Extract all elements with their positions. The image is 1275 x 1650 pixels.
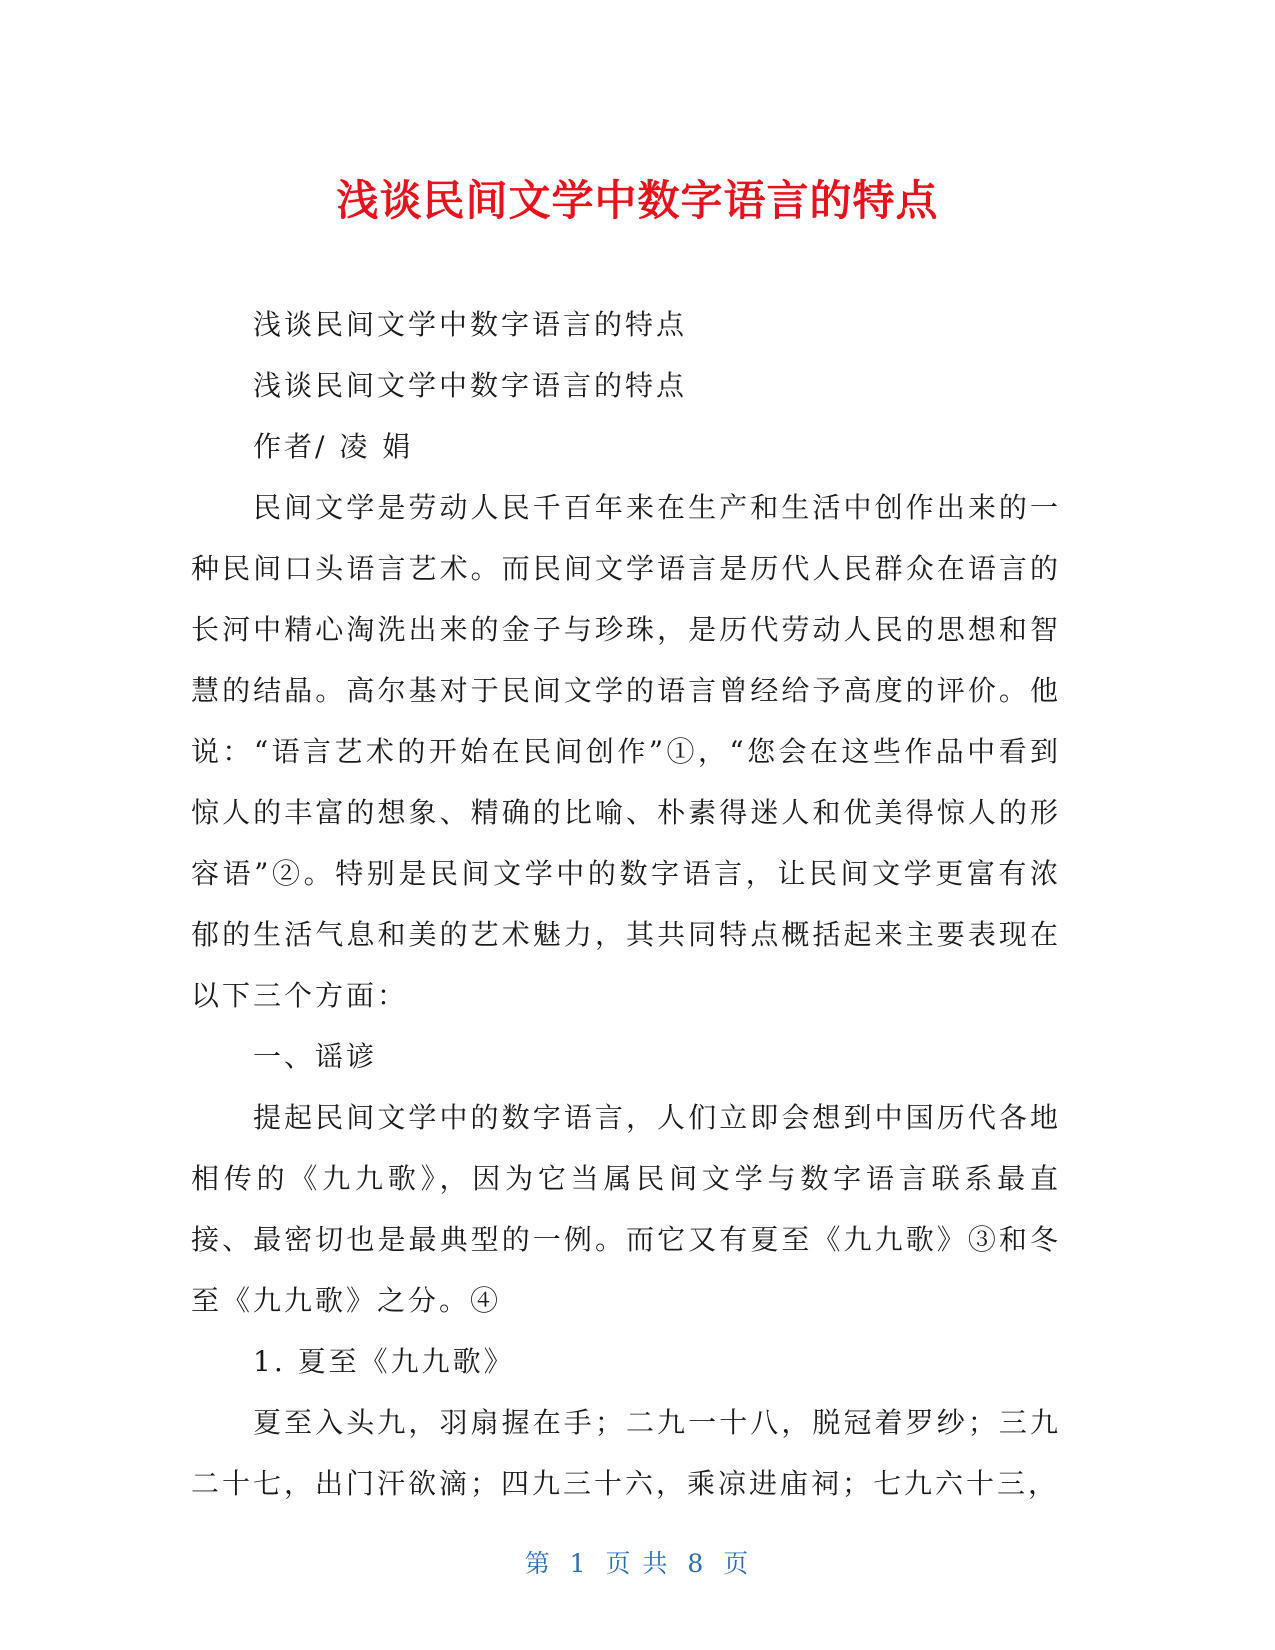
paragraph: 民间文学是劳动人民千百年来在生产和生活中创作出来的一种民间口头语言艺术。而民间文学语言是历代人民群众在语言的长河中精心淘洗出来的金子与珍珠，是历代劳动人民的思想和智慧的结晶。高尔基对于民间文学的语言曾经给予高度的评价。他说：“语言艺术的开始在民间创作”①，“您会在这些作品中看到惊人的丰富的想象、精确的比喻、朴素得迷人和优美得惊人的形容语”②。特别是民间文学中的数字语言，让民间文学更富有浓郁的生活气息和美的艺术魅力，其共同特点概括起来主要表现在以下三个方面： [191, 491, 1061, 1012]
paragraph: 提起民间文学中的数字语言，人们立即会想到中国历代各地相传的《九九歌》，因为它当属民间文学与数字语言联系最直接、最密切也是最典型的一例。而它又有夏至《九九歌》③和冬至《九九歌》之分。④ [191, 1101, 1061, 1317]
page-footer [0, 1544, 1275, 1580]
footer-middle: 页 共 [605, 1549, 670, 1578]
document-body [191, 294, 1061, 1514]
footer-page-number: 1 [569, 1549, 588, 1578]
footer-total-pages: 8 [687, 1549, 706, 1578]
section-heading: 一、谣谚 [253, 1040, 378, 1073]
document-title: 浅谈民间文学中数字语言的特点 [336, 176, 939, 225]
subsection-heading: 1. 夏至《九九歌》 [253, 1345, 515, 1378]
paragraph: 浅谈民间文学中数字语言的特点 [253, 308, 688, 341]
paragraph: 浅谈民间文学中数字语言的特点 [253, 369, 688, 402]
footer-prefix: 第 [524, 1549, 552, 1578]
footer-suffix: 页 [723, 1549, 751, 1578]
paragraph: 夏至入头九，羽扇握在手；二九一十八，脱冠着罗纱；三九二十七，出门汗欲滴；四九三十六，乘凉进庙祠；七九六十三， [191, 1406, 1061, 1500]
author-line: 作者/ 凌 娟 [253, 430, 414, 463]
